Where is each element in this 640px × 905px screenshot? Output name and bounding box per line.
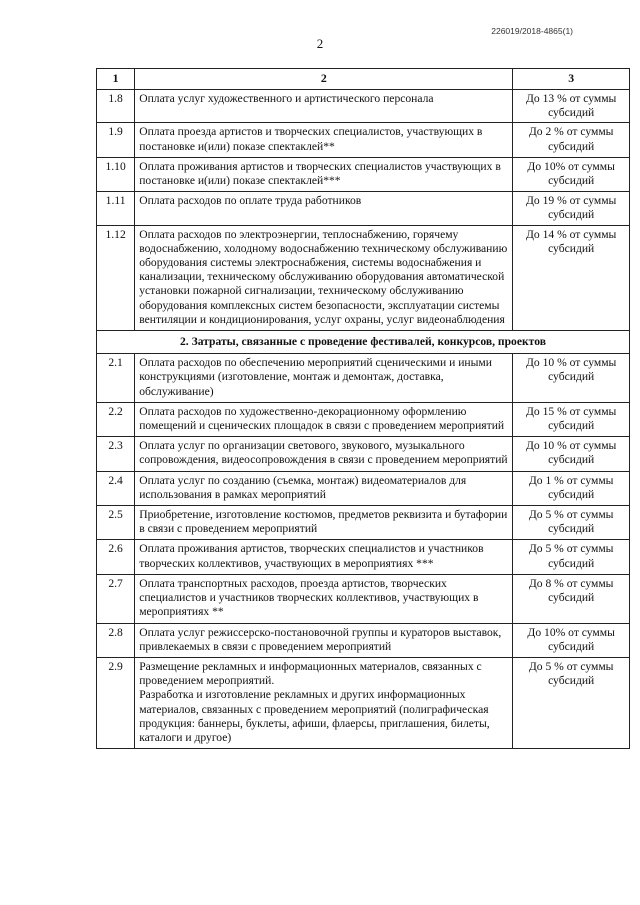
row-description <box>135 157 513 191</box>
description-text: Оплата проезда артистов и творческих специалистов, участвующих в постановке и(или) показе спектаклей** <box>139 125 483 153</box>
row-amount: До 10 % от суммы субсидий <box>513 354 630 403</box>
row-number: 1.10 <box>97 157 135 191</box>
row-amount: До 2 % от суммы субсидий <box>513 123 630 157</box>
row-amount: До 1 % от суммы субсидий <box>513 471 630 505</box>
row-number: 2.8 <box>97 623 135 657</box>
table-row <box>97 506 630 540</box>
row-amount: До 10 % от суммы субсидий <box>513 437 630 471</box>
section-heading-row <box>97 331 630 354</box>
row-amount: До 14 % от суммы субсидий <box>513 225 630 330</box>
row-number: 2.5 <box>97 506 135 540</box>
row-amount: До 5 % от суммы субсидий <box>513 657 630 748</box>
table-row <box>97 657 630 748</box>
row-description <box>135 123 513 157</box>
row-amount: До 10% от суммы субсидий <box>513 623 630 657</box>
row-number: 2.2 <box>97 402 135 436</box>
row-number: 1.12 <box>97 225 135 330</box>
row-number: 2.9 <box>97 657 135 748</box>
description-text: Оплата услуг режиссерско-постановочной группы и кураторов выставок, привлекаемых в связи с проведением мероприятий <box>139 625 502 653</box>
description-text: Оплата расходов по обеспечению мероприятий сценическими и иными конструкциями (изготовление, монтаж и демонтаж, доставка, обслуживание) <box>139 356 492 398</box>
description-text: Приобретение, изготовление костюмов, предметов реквизита и бутафории в связи с проведением мероприятий <box>139 508 508 536</box>
row-amount: До 8 % от суммы субсидий <box>513 574 630 623</box>
row-amount: До 19 % от суммы субсидий <box>513 192 630 225</box>
row-number: 2.7 <box>97 574 135 623</box>
row-description <box>135 437 513 471</box>
column-header-2: 2 <box>135 69 513 90</box>
table-row <box>97 192 630 225</box>
row-amount: До 15 % от суммы субсидий <box>513 402 630 436</box>
row-description <box>135 471 513 505</box>
table-row <box>97 540 630 574</box>
row-description <box>135 623 513 657</box>
row-amount: До 5 % от суммы субсидий <box>513 540 630 574</box>
row-amount: До 13 % от суммы субсидий <box>513 90 630 123</box>
row-description <box>135 574 513 623</box>
row-number: 1.8 <box>97 90 135 123</box>
description-text: Оплата услуг художественного и артистического персонала <box>139 92 434 105</box>
description-text: Размещение рекламных и информационных материалов, связанных с проведением мероприятий. <box>139 659 482 688</box>
row-description <box>135 402 513 436</box>
table-row <box>97 90 630 123</box>
row-description <box>135 657 513 748</box>
description-text-continued: Разработка и изготовление рекламных и других информационных материалов, связанных с проведением мероприятий (полиграфическая продукция: баннеры, буклеты, афиши, флаерсы, приглашения, билеты, каталоги и другое) <box>139 688 490 744</box>
table-row <box>97 437 630 471</box>
table-row <box>97 402 630 436</box>
row-number: 2.6 <box>97 540 135 574</box>
description-text: Оплата транспортных расходов, проезда артистов, творческих специалистов и участников творческих коллективов, участвующих в мероприятиях ** <box>139 576 479 619</box>
page-number: 2 <box>316 36 324 51</box>
table-row <box>97 623 630 657</box>
row-description <box>135 354 513 403</box>
description-text: Оплата расходов по электроэнергии, теплоснабжению, горячему водоснабжению, холодному водоснабжению техническому обслуживанию оборудования системы электроснабжения, системы водоснабжения и канализации, техническому обслуживанию оборудования автоматической установки пожарной сигнализации, техническому обслуживанию оборудования комплексных систем безопасности, эксплуатации системы вентиляции и кондиционирования, услуг охраны, услуг видеонаблюдения <box>139 227 508 326</box>
column-header-3: 3 <box>513 69 630 90</box>
description-text: Оплата услуг по организации светового, звукового, музыкального сопровождения, видеосопровождения в связи с проведением мероприятий <box>139 439 508 467</box>
table-row <box>97 354 630 403</box>
expense-table <box>96 68 630 749</box>
row-description <box>135 225 513 330</box>
document-id: 226019/2018-4865(1) <box>491 26 573 36</box>
row-number: 1.9 <box>97 123 135 157</box>
row-number: 1.11 <box>97 192 135 225</box>
row-number: 2.3 <box>97 437 135 471</box>
table-row <box>97 225 630 330</box>
row-number: 2.4 <box>97 471 135 505</box>
column-header-1: 1 <box>97 69 135 90</box>
row-description <box>135 506 513 540</box>
description-text: Оплата расходов по художественно-декорационному оформлению помещений и сценических площадок в связи с проведением мероприятий <box>139 404 505 433</box>
row-amount: До 5 % от суммы субсидий <box>513 506 630 540</box>
description-text: Оплата проживания артистов, творческих специалистов и участников творческих коллективов, участвующих в мероприятиях *** <box>139 542 484 570</box>
section-heading: 2. Затраты, связанные с проведение фестивалей, конкурсов, проектов <box>97 331 630 354</box>
row-description <box>135 192 513 225</box>
table-header-row <box>97 69 630 90</box>
description-text: Оплата услуг по созданию (съемка, монтаж) видеоматериалов для использования в рамках мероприятий <box>139 473 467 501</box>
table-row <box>97 574 630 623</box>
table-row <box>97 471 630 505</box>
row-description <box>135 90 513 123</box>
row-description <box>135 540 513 574</box>
table-row <box>97 123 630 157</box>
row-amount: До 10% от суммы субсидий <box>513 157 630 191</box>
table-row <box>97 157 630 191</box>
row-number: 2.1 <box>97 354 135 403</box>
description-text: Оплата проживания артистов и творческих специалистов участвующих в постановке и(или) показе спектаклей*** <box>139 159 501 188</box>
description-text: Оплата расходов по оплате труда работников <box>139 194 362 208</box>
